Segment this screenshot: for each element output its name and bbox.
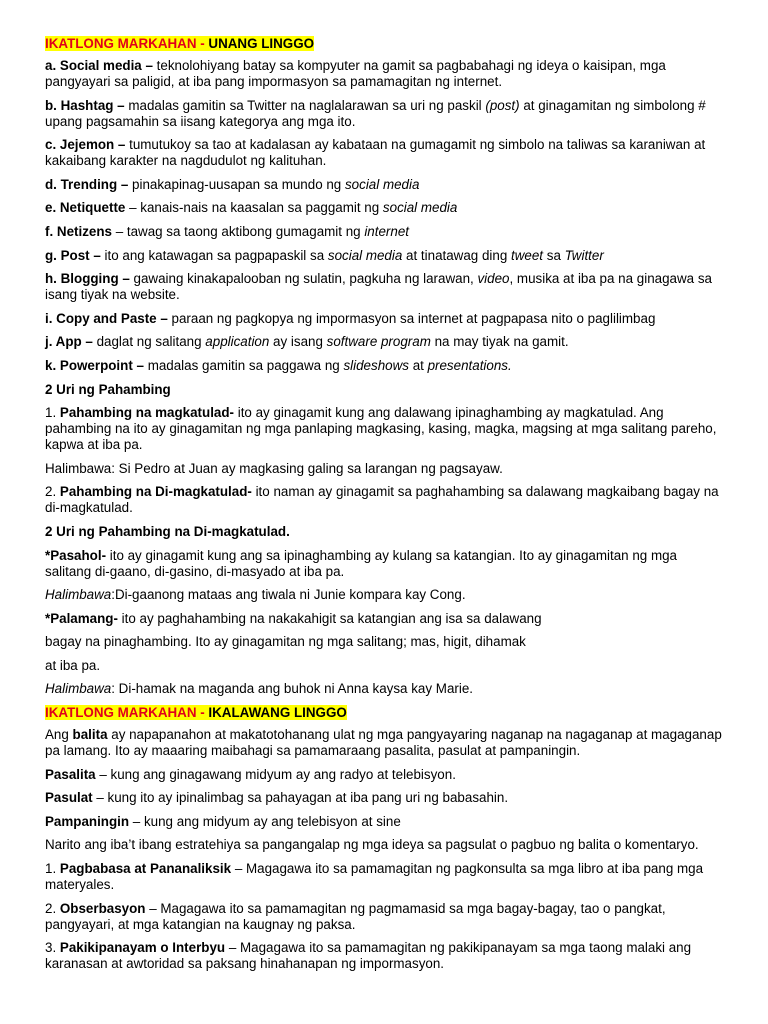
term-italic: presentations. <box>427 357 512 373</box>
palamang-line-3 <box>45 658 724 674</box>
example-text: : Di-hamak na maganda ang buhok ni Anna kaysa kay Marie. <box>111 681 473 697</box>
item-definition: – Magagawa ito sa pamamagitan ng pakikipanayam sa mga taong malaki ang karanasan at awtoridad sa paksang hinahanapan ng impormasyon. <box>45 940 692 972</box>
pasulat <box>45 790 724 806</box>
heading-prefix: IKATLONG MARKAHAN - <box>45 705 209 721</box>
term-label: d. Trending – <box>45 176 129 192</box>
item-definition: – Magagawa ito sa pamamagitan ng pagmamasid sa mga bagay-bagay, tao o pangkat, pangyayari, at mga katangian na kaugnay ng paksa. <box>45 900 666 932</box>
subheading-uri-di-magkatulad <box>45 524 724 540</box>
term-definition: at ginagamitan ng simbolong # upang pagsamahin sa iisang kategorya ang mga ito. <box>45 97 706 129</box>
term-definition: at tinatawag ding <box>402 247 512 263</box>
term-label: c. Jejemon – <box>45 137 126 153</box>
term-italic: video <box>477 271 510 287</box>
item-definition: – Magagawa ito sa pamamagitan ng pagkonsulta sa mga libro at iba pang mga materyales. <box>45 861 704 893</box>
narito-intro <box>45 837 724 853</box>
heading-suffix: IKALAWANG LINGGO <box>208 705 347 721</box>
item-number: 3. <box>45 940 60 956</box>
term-definition: at <box>408 357 428 373</box>
term-definition: tumutukoy sa tao at kadalasan ay kabataan na gumagamit ng simbolo na taliwas sa karaniwan at kakaibang karakter na nagdudulot ng kalituhan. <box>45 137 706 169</box>
term-blogging <box>45 271 724 303</box>
example-label: Halimbawa <box>45 681 112 697</box>
item-definition: – kung ito ay ipinalimbag sa pahayagan at iba pang uri ng babasahin. <box>92 790 509 806</box>
term-italic: software program <box>326 334 431 350</box>
term-label: h. Blogging – <box>45 271 130 287</box>
item-definition: ay napapanahon at makatotohanang ulat ng mga pangyayaring naganap na nagaganap at magaganap pa lamang. Ito ay maaaring maibahagi sa pamamaraang pasalita, pasulat at pampaningin. <box>45 727 722 759</box>
item-number: 2. <box>45 900 60 916</box>
term-definition: na may tiyak na gamit. <box>430 334 569 350</box>
term-italic: (post) <box>485 97 520 113</box>
term-definition: madalas gamitin sa Twitter na naglalarawan sa uri ng paskil <box>124 97 486 113</box>
term-definition: teknolohiyang batay sa kompyuter na gamit sa pagbabahagi ng ideya o kaisipan, mga pangyayari sa paligid, at iba pang impormasyon sa pamamagitan ng internet. <box>45 58 666 89</box>
term-definition: ito ang katawagan sa pagpapaskil sa <box>100 247 328 263</box>
item-term: Pampaningin <box>45 813 130 829</box>
halimbawa-3 <box>45 681 724 697</box>
heading-prefix: IKATLONG MARKAHAN - <box>45 36 209 51</box>
item-definition: – kung ang ginagawang midyum ay ang radyo at telebisyon. <box>95 766 456 782</box>
term-italic: Twitter <box>564 247 604 263</box>
term-label: f. Netizens <box>45 223 112 239</box>
term-italic: application <box>205 334 270 350</box>
term-definition: – kanais-nais na kaasalan sa paggamit ng <box>125 200 383 216</box>
example-text: Halimbawa: Si Pedro at Juan ay magkasing galing sa larangan ng pagsayaw. <box>45 460 503 476</box>
item-number: 1. <box>45 405 60 421</box>
term-trending <box>45 177 724 193</box>
item-definition: ito ay ginagamit kung ang dalawang ipinaghambing ay magkatulad. Ang pahambing na ito ay ginagamitan ng mga panlaping magkasing, kasing, magka, magsing at mga salitang pareho, kapwa at iba pa. <box>45 405 717 453</box>
example-text: :Di-gaanong mataas ang tiwala ni Junie kompara kay Cong. <box>111 587 466 603</box>
term-definition: – tawag sa taong aktibong gumagamit ng <box>111 223 365 239</box>
term-post <box>45 248 724 264</box>
term-label: g. Post – <box>45 247 101 263</box>
term-definition: daglat ng salitang <box>92 334 206 350</box>
example-label: Halimbawa <box>45 587 112 603</box>
item-term: *Pasahol- <box>45 547 107 563</box>
palamang-line-2 <box>45 634 724 650</box>
term-italic: internet <box>364 223 409 239</box>
term-label: i. Copy and Paste – <box>45 310 168 326</box>
item-term: Pahambing na Di-magkatulad- <box>59 484 252 500</box>
pahambing-di-magkatulad <box>45 484 724 516</box>
intro-text: Narito ang iba’t ibang estratehiya sa pangangalap ng mga ideya sa pagsulat o pagbuo ng balita o komentaryo. <box>45 837 699 853</box>
balita-definition <box>45 727 724 759</box>
pasahol <box>45 548 724 580</box>
term-powerpoint <box>45 358 724 374</box>
term-italic: tweet <box>511 247 544 263</box>
item-number: 1. <box>45 861 60 877</box>
subheading-uri-ng-pahambing <box>45 382 724 398</box>
term-label: j. App – <box>45 334 93 350</box>
term-social-media <box>45 58 724 90</box>
strategy-pagbabasa <box>45 861 724 893</box>
term-jejemon <box>45 137 724 169</box>
palamang <box>45 611 724 627</box>
term-label: b. Hashtag – <box>45 97 125 113</box>
term-italic: social media <box>344 176 420 192</box>
term-italic: social media <box>382 200 458 216</box>
item-number: 2. <box>45 484 60 500</box>
term-copy-and-paste <box>45 311 724 327</box>
term-definition: ay isang <box>269 334 327 350</box>
term-italic: social media <box>327 247 403 263</box>
heading-suffix: UNANG LINGGO <box>208 36 315 51</box>
item-term: Obserbasyon <box>59 900 146 916</box>
item-definition: ito ay ginagamit kung ang sa ipinaghambing ay kulang sa katangian. Ito ay ginagamitan ng mga salitang di-gaano, di-gasino, di-masyado at iba pa. <box>45 547 677 579</box>
item-definition: ito naman ay ginagamit sa paghahambing sa dalawang magkaibang bagay na di-magkatulad. <box>45 484 719 516</box>
pahambing-magkatulad <box>45 405 724 453</box>
item-definition: at iba pa. <box>45 657 101 673</box>
pasalita <box>45 767 724 783</box>
section-heading-unang-linggo <box>45 36 724 52</box>
item-term: *Palamang- <box>45 610 118 626</box>
item-definition: bagay na pinaghambing. Ito ay ginagamitan ng mga salitang; mas, higit, dihamak <box>45 634 526 650</box>
item-definition: ito ay paghahambing na nakakahigit sa katangian ang isa sa dalawang <box>117 610 542 626</box>
term-hashtag <box>45 98 724 130</box>
term-definition: , musika at iba pa na ginagawa sa isang tiyak na website. <box>45 271 712 303</box>
term-label: a. Social media – <box>45 58 153 73</box>
item-term: Pasalita <box>45 766 96 782</box>
halimbawa-1 <box>45 461 724 477</box>
term-label: e. Netiquette <box>45 200 126 216</box>
item-definition: – kung ang midyum ay ang telebisyon at sine <box>129 813 401 829</box>
pampaningin <box>45 814 724 830</box>
term-definition: sa <box>543 247 565 263</box>
halimbawa-2 <box>45 587 724 603</box>
strategy-obserbasyon <box>45 901 724 933</box>
subheading-text: 2 Uri ng Pahambing na Di-magkatulad. <box>45 523 290 539</box>
term-definition: pinakapinag-uusapan sa mundo ng <box>128 176 345 192</box>
term-definition: madalas gamitin sa paggawa ng <box>143 357 344 373</box>
intro-text: Ang <box>45 727 73 743</box>
term-label: k. Powerpoint – <box>45 357 144 373</box>
term-app <box>45 334 724 350</box>
item-term: Pasulat <box>45 790 93 806</box>
strategy-pakikipanayam <box>45 940 724 972</box>
section-heading-ikalawang-linggo <box>45 705 724 721</box>
item-term: Pakikipanayam o Interbyu <box>59 940 226 956</box>
item-term: balita <box>72 727 108 743</box>
term-definition: paraan ng pagkopya ng impormasyon sa internet at pagpapasa nito o paglilimbag <box>167 310 656 326</box>
item-term: Pahambing na magkatulad- <box>59 405 235 421</box>
term-netizens <box>45 224 724 240</box>
term-italic: slideshows <box>343 357 409 373</box>
subheading-text: 2 Uri ng Pahambing <box>45 381 171 397</box>
term-netiquette <box>45 200 724 216</box>
term-definition: gawaing kinakapalooban ng sulatin, pagkuha ng larawan, <box>129 271 478 287</box>
item-term: Pagbabasa at Pananaliksik <box>59 861 232 877</box>
